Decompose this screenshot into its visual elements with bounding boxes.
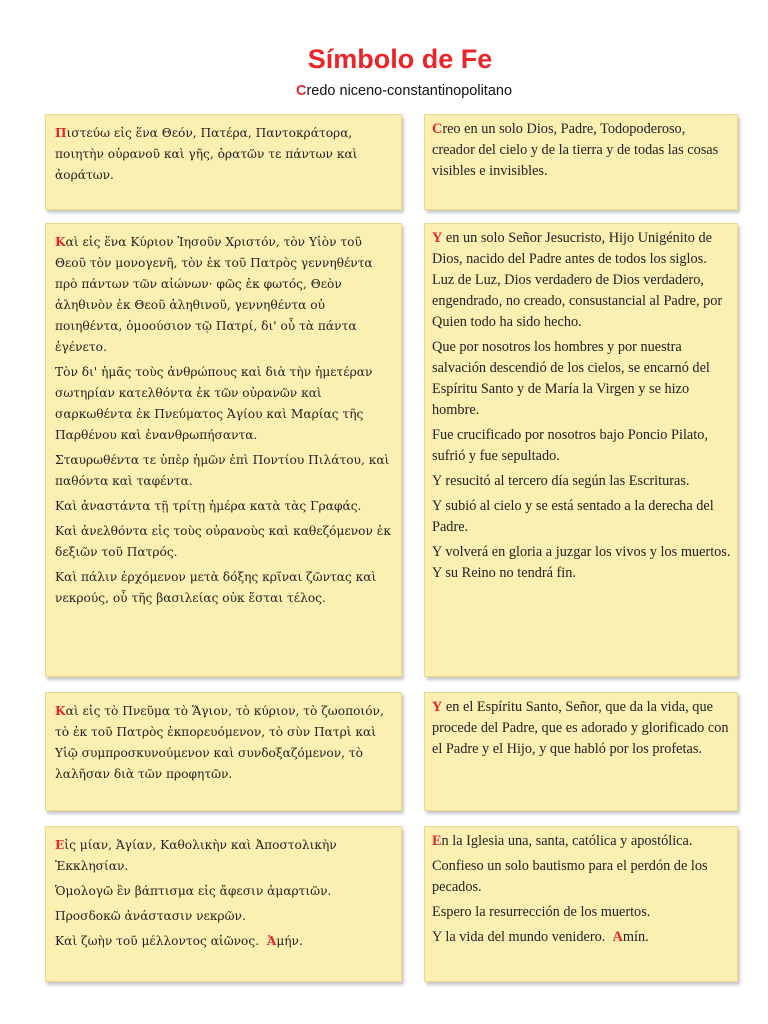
spanish-paragraph: Y subió al cielo y se está sentado a la derecha del Padre. — [432, 498, 714, 535]
greek-box-4 — [45, 826, 402, 982]
spanish-box-3 — [424, 692, 738, 811]
spanish-box-1 — [424, 114, 738, 210]
amen-initial: A — [612, 929, 623, 945]
drop-initial: K — [55, 235, 66, 249]
page-title: Símbolo de Fe — [307, 44, 493, 74]
subtitle-initial: C — [295, 83, 307, 99]
page-subtitle — [0, 83, 768, 99]
spanish-text: reo en un solo Dios, Padre, Todopoderoso, creador del cielo y de la tierra y de todas las cosas visibles e invisibles. — [432, 121, 719, 179]
greek-text: αὶ εἰς τὸ Πνεῦμα τὸ Ἅγιον, τὸ κύριον, τὸ ζωοποιόν, τὸ ἐκ τοῦ Πατρὸς ἐκπορευόμενον, τὸ σὺν Πατρὶ καὶ Υἱῷ συμπροσκυνούμενον καὶ συνδοξαζόμενον, τὸ λαλῆσαν διὰ τῶν προφητῶν. — [55, 704, 384, 781]
spanish-box-2 — [424, 223, 738, 677]
drop-initial: K — [55, 704, 66, 718]
drop-initial: Y — [432, 230, 443, 246]
greek-paragraph: Καὶ πάλιν ἐρχόμενον μετὰ δόξης κρῖναι ζῶντας καὶ νεκρούς, οὗ τῆς βασιλείας οὐκ ἔσται τέλος. — [55, 570, 377, 605]
spanish-box-4 — [424, 826, 738, 982]
greek-text: Καὶ ζωὴν τοῦ μέλλοντος αἰῶνος. — [55, 934, 260, 948]
greek-paragraph — [55, 232, 395, 358]
greek-text: αὶ εἰς ἕνα Κύριον Ἰησοῦν Χριστόν, τὸν Υἱὸν τοῦ Θεοῦ τὸν μονογενῆ, τὸν ἐκ τοῦ Πατρὸς γεννηθέντα πρὸ πάντων τῶν αἰώνων· φῶς ἐκ φωτός, Θεὸν ἀληθινὸν ἐκ Θεοῦ ἀληθινοῦ, γεννηθέντα οὐ ποιηθέντα, ὁμοούσιον τῷ Πατρί, δι' οὗ τὰ πάντα ἐγένετο. — [55, 235, 373, 354]
drop-initial: Π — [55, 126, 67, 140]
drop-initial: C — [432, 121, 443, 137]
greek-box-1 — [45, 114, 402, 210]
greek-box-2 — [45, 223, 402, 677]
spanish-paragraph — [432, 831, 731, 852]
spanish-paragraph: Y volverá en gloria a juzgar los vivos y los muertos. Y su Reino no tendrá fin. — [432, 544, 731, 581]
spanish-paragraph: Fue crucificado por nosotros bajo Poncio Pilato, sufrió y fue sepultado. — [432, 427, 708, 464]
greek-text: ιστεύω εἰς ἕνα Θεόν, Πατέρα, Παντοκράτορα, ποιητὴν οὐρανοῦ καὶ γῆς, ὁρατῶν τε πάντων καὶ ἀοράτων. — [55, 126, 358, 182]
spanish-text: en el Espíritu Santo, Señor, que da la vida, que procede del Padre, que es adorado y glorificado con el Padre y el Hijo, y que habló por los profetas. — [432, 699, 729, 757]
greek-paragraph — [55, 701, 395, 785]
spanish-text: Y la vida del mundo venidero. — [432, 929, 606, 945]
greek-paragraph: Σταυρωθέντα τε ὑπὲρ ἡμῶν ἐπὶ Ποντίου Πιλάτου, καὶ παθόντα καὶ ταφέντα. — [55, 453, 390, 488]
greek-paragraph — [55, 931, 395, 952]
spanish-paragraph — [432, 697, 731, 760]
spanish-paragraph — [432, 927, 731, 948]
greek-paragraph: Ὁμολογῶ ἓν βάπτισμα εἰς ἄφεσιν ἁμαρτιῶν. — [55, 884, 332, 898]
spanish-paragraph — [432, 228, 731, 333]
drop-initial: Y — [432, 699, 443, 715]
spanish-paragraph: Confieso un solo bautismo para el perdón de los pecados. — [432, 858, 708, 895]
amen-initial: Ἀ — [266, 934, 277, 948]
greek-text: ἰς μίαν, Ἁγίαν, Καθολικὴν καὶ Ἀποστολικὴν Ἐκκλησίαν. — [55, 838, 337, 873]
spanish-paragraph: Que por nosotros los hombres y por nuestra salvación descendió de los cielos, se encarnó del Espíritu Santo y de María la Virgen y se hizo hombre. — [432, 339, 710, 418]
drop-initial: E — [55, 838, 65, 852]
amen-rest: μήν. — [276, 934, 303, 948]
greek-paragraph — [55, 123, 395, 186]
greek-paragraph: Καὶ ἀνελθόντα εἰς τοὺς οὐρανοὺς καὶ καθεζόμενον ἐκ δεξιῶν τοῦ Πατρός. — [55, 524, 391, 559]
amen-rest: mín. — [622, 929, 649, 945]
greek-paragraph: Τὸν δι' ἡμᾶς τοὺς ἀνθρώπους καὶ διὰ τὴν ἡμετέραν σωτηρίαν κατελθόντα ἐκ τῶν οὐρανῶν καὶ σαρκωθέντα ἐκ Πνεύματος Ἁγίου καὶ Μαρίας τῆς Παρθένου καὶ ἐνανθρωπήσαντα. — [55, 365, 373, 442]
subtitle-text: redo niceno-constantinopolitano — [306, 83, 513, 99]
greek-paragraph: Καὶ ἀναστάντα τῇ τρίτῃ ἡμέρα κατὰ τὰς Γραφάς. — [55, 499, 362, 513]
greek-paragraph: Προσδοκῶ ἀνάστασιν νεκρῶν. — [55, 909, 246, 923]
spanish-paragraph: Y resucitó al tercero día según las Escrituras. — [432, 473, 690, 489]
greek-box-3 — [45, 692, 402, 811]
spanish-paragraph: Espero la resurrección de los muertos. — [432, 904, 651, 920]
spanish-text: n la Iglesia una, santa, católica y apostólica. — [441, 833, 693, 849]
spanish-text: en un solo Señor Jesucristo, Hijo Unigénito de Dios, nacido del Padre antes de todos los siglos. Luz de Luz, Dios verdadero de Dios verdadero, engendrado, no creado, consustancial al Padre, por Quien todo ha sido hecho. — [432, 230, 723, 330]
drop-initial: E — [432, 833, 442, 849]
greek-paragraph — [55, 835, 395, 877]
spanish-paragraph — [432, 119, 731, 182]
